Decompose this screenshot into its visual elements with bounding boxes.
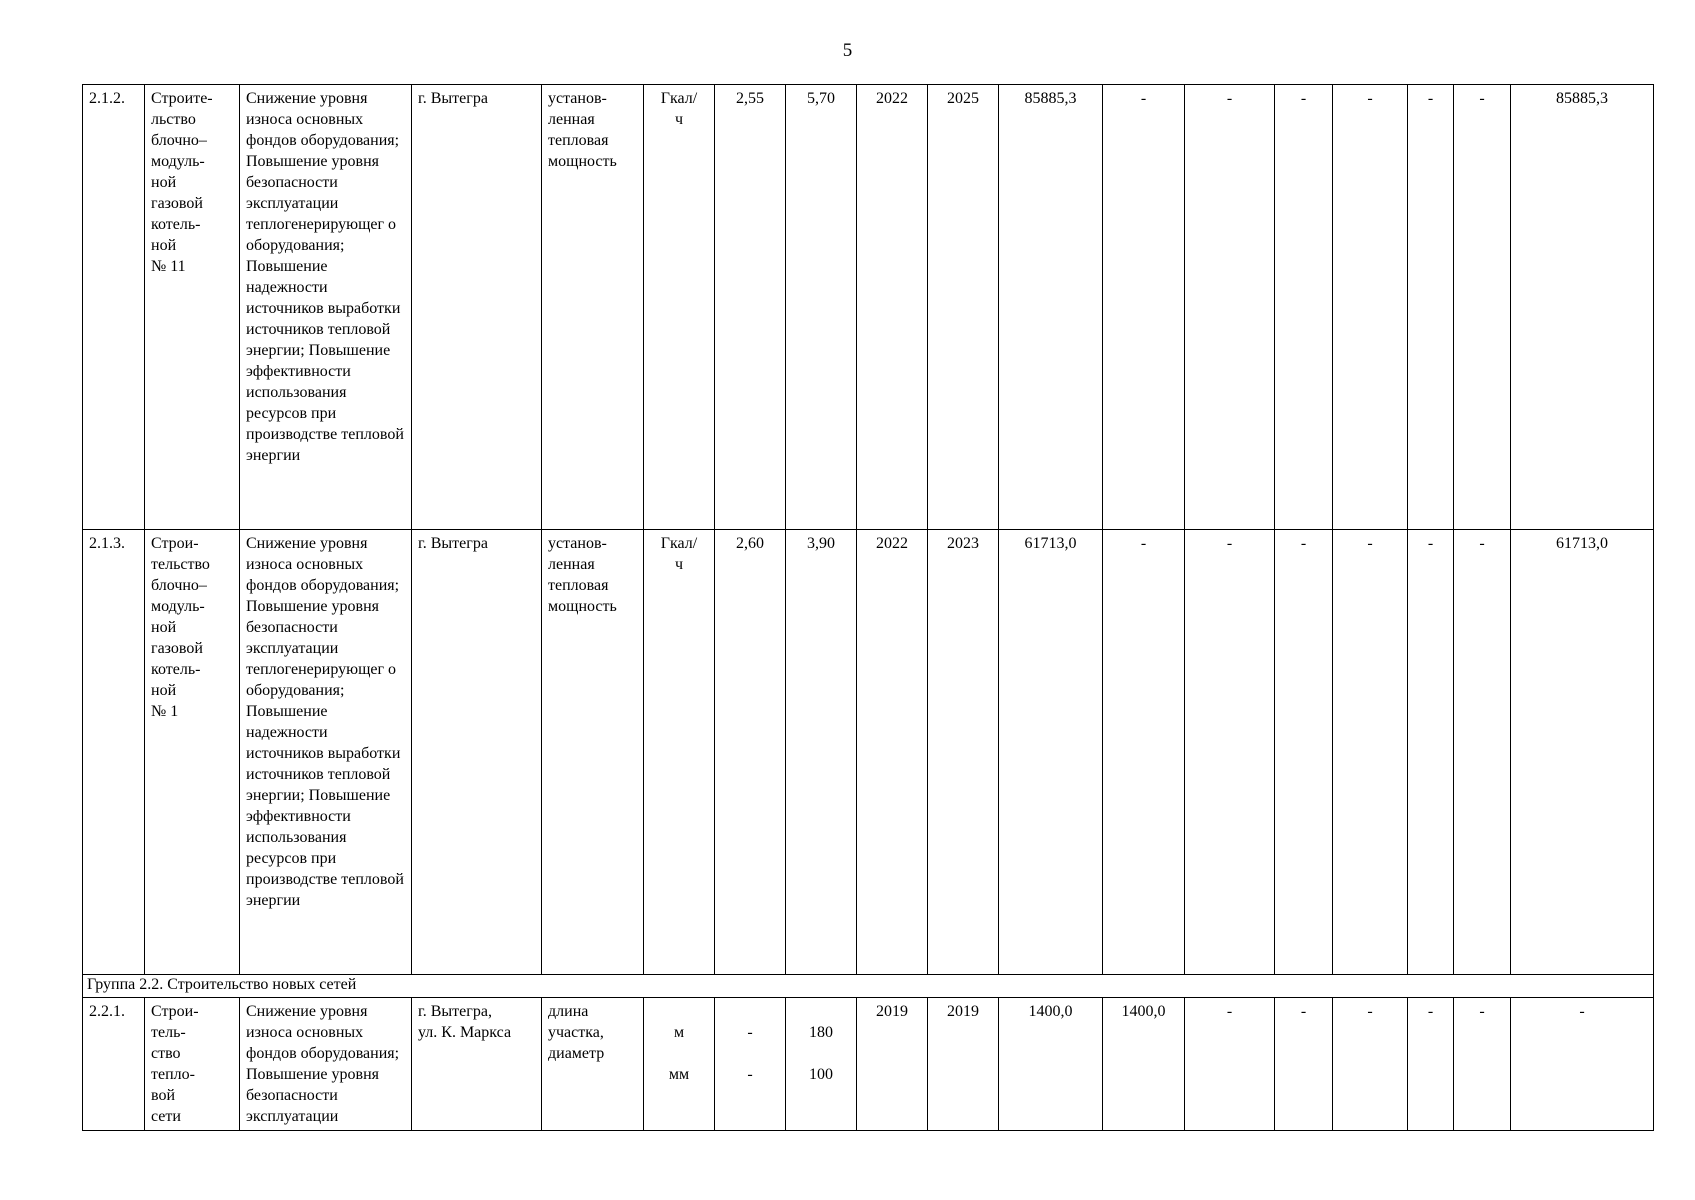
indicator-length: длина участка, bbox=[548, 1003, 604, 1041]
item-goal: Снижение уровня износа основных фондов оборудования; Повышение уровня безопасности эксплуатации теплогенерирующег о оборудования; Повышение надежности источников выработки источников тепловой энергии; Повышение эффективности использования ресурсов при производстве тепловой энергии bbox=[240, 85, 412, 530]
item-number: 2.1.2. bbox=[83, 85, 145, 530]
year-cost-3: - bbox=[1275, 85, 1333, 530]
year-cost-1: - bbox=[1103, 530, 1185, 975]
table-row bbox=[83, 530, 1654, 975]
value-before: 2,60 bbox=[715, 530, 786, 975]
year-cost-1: 1400,0 bbox=[1103, 998, 1185, 1131]
after-diameter: 100 bbox=[809, 1066, 833, 1083]
total-cost: 61713,0 bbox=[999, 530, 1103, 975]
year-cost-3: - bbox=[1275, 998, 1333, 1131]
item-indicator: установ- ленная тепловая мощность bbox=[542, 85, 644, 530]
unit-length: м bbox=[673, 1024, 685, 1041]
page-number: 5 bbox=[842, 40, 853, 61]
year-cost-4: - bbox=[1333, 530, 1408, 975]
table-row bbox=[83, 85, 1654, 530]
year-cost-6: - bbox=[1454, 998, 1511, 1131]
year-cost-5: - bbox=[1408, 85, 1454, 530]
value-before: 2,55 bbox=[715, 85, 786, 530]
start-year: 2022 bbox=[857, 530, 928, 975]
total-cost: 1400,0 bbox=[999, 998, 1103, 1131]
year-cost-5: - bbox=[1408, 998, 1454, 1131]
item-number: 2.2.1. bbox=[83, 998, 145, 1131]
item-unit: Гкал/ ч bbox=[644, 85, 715, 530]
item-goal: Снижение уровня износа основных фондов оборудования; Повышение уровня безопасности эксплуатации bbox=[240, 998, 412, 1131]
item-goal: Снижение уровня износа основных фондов оборудования; Повышение уровня безопасности эксплуатации теплогенерирующег о оборудования; Повышение надежности источников выработки источников тепловой энергии; Повышение эффективности использования ресурсов при производстве тепловой энергии bbox=[240, 530, 412, 975]
year-cost-6: - bbox=[1454, 85, 1511, 530]
start-year: 2022 bbox=[857, 85, 928, 530]
item-indicator bbox=[542, 998, 644, 1131]
value-after bbox=[786, 998, 857, 1131]
year-cost-2: - bbox=[1185, 530, 1275, 975]
year-cost-6: - bbox=[1454, 530, 1511, 975]
year-cost-5: - bbox=[1408, 530, 1454, 975]
item-name: Строи- тель- ство тепло- вой сети bbox=[145, 998, 240, 1131]
value-after: 3,90 bbox=[786, 530, 857, 975]
item-location: г. Вытегра bbox=[412, 85, 542, 530]
item-location: г. Вытегра bbox=[412, 530, 542, 975]
end-year: 2025 bbox=[928, 85, 999, 530]
final-cost: 85885,3 bbox=[1511, 85, 1654, 530]
year-cost-2: - bbox=[1185, 998, 1275, 1131]
end-year: 2023 bbox=[928, 530, 999, 975]
group-header-row bbox=[83, 975, 1654, 998]
item-number: 2.1.3. bbox=[83, 530, 145, 975]
year-cost-3: - bbox=[1275, 530, 1333, 975]
item-name: Строи- тельство блочно– модуль- ной газовой котель- ной № 1 bbox=[145, 530, 240, 975]
item-indicator: установ- ленная тепловая мощность bbox=[542, 530, 644, 975]
end-year: 2019 bbox=[928, 998, 999, 1131]
final-cost: 61713,0 bbox=[1511, 530, 1654, 975]
final-cost: - bbox=[1511, 998, 1654, 1131]
total-cost: 85885,3 bbox=[999, 85, 1103, 530]
value-before bbox=[715, 998, 786, 1131]
investment-program-table bbox=[82, 84, 1654, 1131]
year-cost-2: - bbox=[1185, 85, 1275, 530]
after-length: 180 bbox=[809, 1024, 833, 1041]
item-unit: Гкал/ ч bbox=[644, 530, 715, 975]
value-after: 5,70 bbox=[786, 85, 857, 530]
year-cost-1: - bbox=[1103, 85, 1185, 530]
before-diameter: - bbox=[747, 1066, 753, 1083]
group-title: Группа 2.2. Строительство новых сетей bbox=[83, 975, 1654, 998]
year-cost-4: - bbox=[1333, 998, 1408, 1131]
item-unit bbox=[644, 998, 715, 1131]
start-year: 2019 bbox=[857, 998, 928, 1131]
item-location: г. Вытегра, ул. К. Маркса bbox=[412, 998, 542, 1131]
item-name: Строите- льство блочно– модуль- ной газовой котель- ной № 11 bbox=[145, 85, 240, 530]
table-row bbox=[83, 998, 1654, 1131]
year-cost-4: - bbox=[1333, 85, 1408, 530]
before-length: - bbox=[747, 1024, 753, 1041]
unit-diameter: мм bbox=[668, 1066, 690, 1083]
indicator-diameter: диаметр bbox=[548, 1045, 605, 1062]
